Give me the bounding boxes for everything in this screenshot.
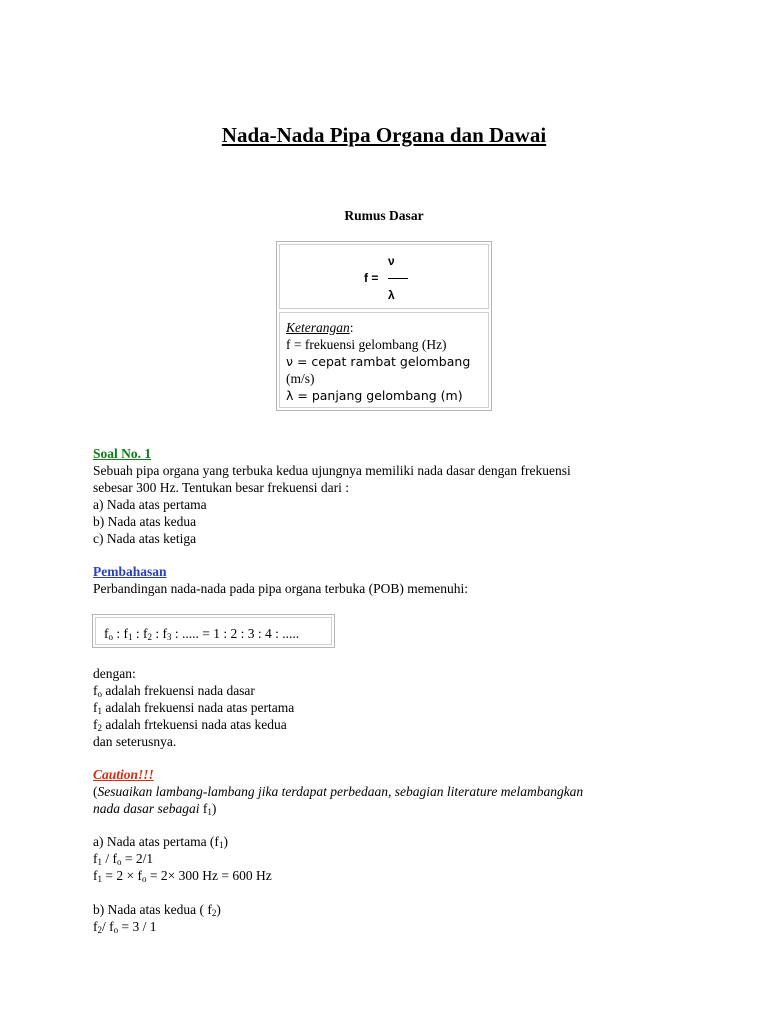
keterangan-colon: : [349,320,354,335]
keterangan-line: ν = cepat rambat gelombang [286,354,471,369]
caution-paren: ) [211,801,217,816]
solution-a-title [93,833,693,850]
solution-a [93,833,693,884]
ratio-sub: 2 [147,632,153,642]
caution-sub: 1 [207,807,212,817]
eq-sub: o [141,874,147,884]
formula-lhs: f = [364,271,379,285]
caution-paren: ( [93,784,98,799]
caution-heading: Caution!!! [93,767,154,782]
def-text: adalah frekuensi nada atas pertama [102,700,295,715]
def-text: adalah frtekuensi nada atas kedua [102,717,287,732]
pembahasan-intro: Perbandingan nada-nada pada pipa organa terbuka (POB) memenuhi: [93,581,469,596]
soal-line: b) Nada atas kedua [93,514,197,529]
caution-line [93,783,693,800]
caution-section [93,766,693,817]
keterangan-heading [286,319,482,336]
eq-part: = 2 × f [102,868,142,883]
def-symbol: f [93,683,98,698]
formula-denominator: λ [388,288,395,302]
formula-cell [279,244,489,309]
definition-line [93,716,693,733]
pembahasan-heading: Pembahasan [93,564,167,579]
ratio-f: f [143,626,148,641]
dst-line: dan seterusnya. [93,734,177,749]
fraction-bar [388,278,408,279]
pembahasan-section [93,563,693,597]
eq-sub: 1 [97,874,102,884]
dengan-label: dengan: [93,666,136,681]
eq-part: f [93,851,98,866]
eq-part: f [93,868,98,883]
keterangan-cell [279,312,489,408]
ratio-sub: 1 [128,632,133,642]
definition-line [93,699,693,716]
def-symbol: f [93,717,98,732]
eq-sub: 2 [97,925,102,935]
def-sub: 1 [97,706,102,716]
title-text: a) Nada atas pertama (f [93,834,219,849]
ratio-f: f [162,626,168,641]
soal-line: c) Nada atas ketiga [93,531,197,546]
solution-b [93,901,693,935]
eq-part: / f [102,851,117,866]
title-sub: 2 [211,908,217,918]
equation-line [93,850,693,867]
title-text: b) Nada atas kedua ( f [93,902,212,917]
ratio-sub: o [108,632,113,642]
caution-text: nada dasar sebagai [93,801,200,816]
eq-sub: o [113,925,119,935]
soal-line: sebesar 300 Hz. Tentukan besar frekuensi dari : [93,480,349,495]
keterangan-line: (m/s) [286,371,315,386]
eq-part: / f [102,919,114,934]
soal-heading: Soal No. 1 [93,446,152,461]
ratio-f: f [104,626,109,641]
title-sub: 1 [218,840,224,850]
caution-text: Sesuaikan lambang-lambang jika terdapat perbedaan, sebagian literature melambangkan [97,784,584,799]
soal-section [93,445,693,547]
equation-line [93,867,693,884]
ratio-tail: : ..... = 1 : 2 : 3 : 4 : ..... [171,626,300,641]
keterangan-line: f = frekuensi gelombang (Hz) [286,337,447,352]
eq-sub: o [117,857,122,867]
keterangan-label: Keterangan [286,320,350,335]
formula-numerator: ν [388,254,395,268]
ratio-formula: $f_o$ : $f_1$ : $f_2$ : $f_3$ : ..... = 1 : 2 : 3 : 4 : ..... [95,617,332,645]
def-symbol: f [93,700,98,715]
caution-line [93,800,693,817]
soal-line: a) Nada atas pertama [93,497,207,512]
solution-b-title [93,901,693,918]
def-sub: o [97,689,102,699]
equation-line [93,918,693,935]
definition-line [93,682,693,699]
formula-table [276,241,492,411]
soal-line: Sebuah pipa organa yang terbuka kedua ujungnya memiliki nada dasar dengan frekuensi [93,463,571,478]
eq-part: = 2/1 [121,851,154,866]
page-title: Nada-Nada Pipa Organa dan Dawai [221,123,547,147]
eq-part: f [93,919,98,934]
keterangan-line: λ = panjang gelombang (m) [286,388,463,403]
eq-part: = 3 / 1 [118,919,157,934]
def-text: adalah frekuensi nada dasar [102,683,255,698]
ratio-sub: 3 [167,632,172,642]
definitions [93,665,693,750]
title-close: ) [216,902,221,917]
title-close: ) [223,834,228,849]
section-subtitle: Rumus Dasar [344,208,424,223]
eq-sub: 1 [97,857,102,867]
caution-symbol: f [199,801,208,816]
ratio-table [92,614,335,648]
def-sub: 2 [97,723,102,733]
eq-part: = 2× 300 Hz = 600 Hz [146,868,272,883]
ratio-f: f [123,626,129,641]
